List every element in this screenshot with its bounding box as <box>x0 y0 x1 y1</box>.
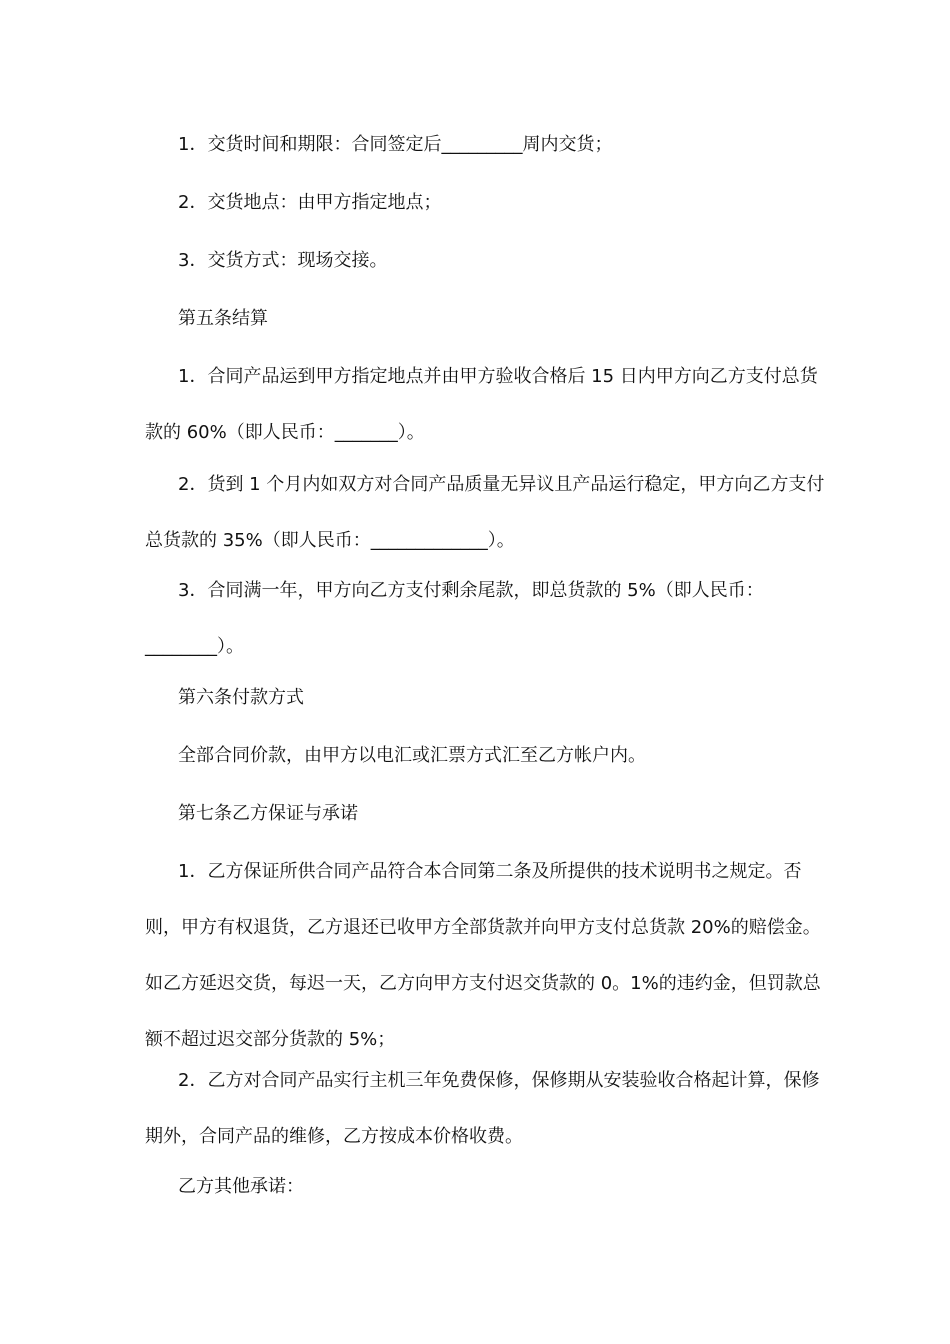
clause-other-promises: 乙方其他承诺： <box>178 1176 304 1197</box>
clause-delivery-place: 2．交货地点：由甲方指定地点； <box>178 192 442 213</box>
clause-settlement-35: 2．货到 1 个月内如双方对合同产品质量无异议且产品运行稳定，甲方向乙方支付总货款的 35%（即人民币：_____________）。 <box>145 474 825 551</box>
clause-delivery-method: 3．交货方式：现场交接。 <box>178 250 388 271</box>
clause-warranty-repair: 2．乙方对合同产品实行主机三年免费保修，保修期从安装验收合格起计算，保修期外，合同产品的维修，乙方按成本价格收费。 <box>145 1070 820 1147</box>
clause-delivery-time: 1．交货时间和期限：合同签定后_________周内交货； <box>178 134 613 155</box>
clause-settlement-60: 1．合同产品运到甲方指定地点并由甲方验收合格后 15 日内甲方向乙方支付总货款的 60%（即人民币：_______）。 <box>145 366 818 443</box>
section-heading-payment-method: 第六条付款方式 <box>178 687 304 708</box>
clause-payment-method: 全部合同价款，由甲方以电汇或汇票方式汇至乙方帐户内。 <box>178 745 646 766</box>
section-heading-warranty: 第七条乙方保证与承诺 <box>178 803 358 824</box>
clause-settlement-5: 3．合同满一年，甲方向乙方支付剩余尾款，即总货款的 5%（即人民币：________）。 <box>145 580 764 657</box>
clause-warranty-compliance: 1．乙方保证所供合同产品符合本合同第二条及所提供的技术说明书之规定。否则，甲方有权退货，乙方退还已收甲方全部货款并向甲方支付总货款 20%的赔偿金。如乙方延迟交货，每迟一天，乙方向甲方支付迟交货款的 0。1%的违约金，但罚款总额不超过迟交部分货款的 5%； <box>145 861 821 1050</box>
section-heading-settlement: 第五条结算 <box>178 308 268 329</box>
